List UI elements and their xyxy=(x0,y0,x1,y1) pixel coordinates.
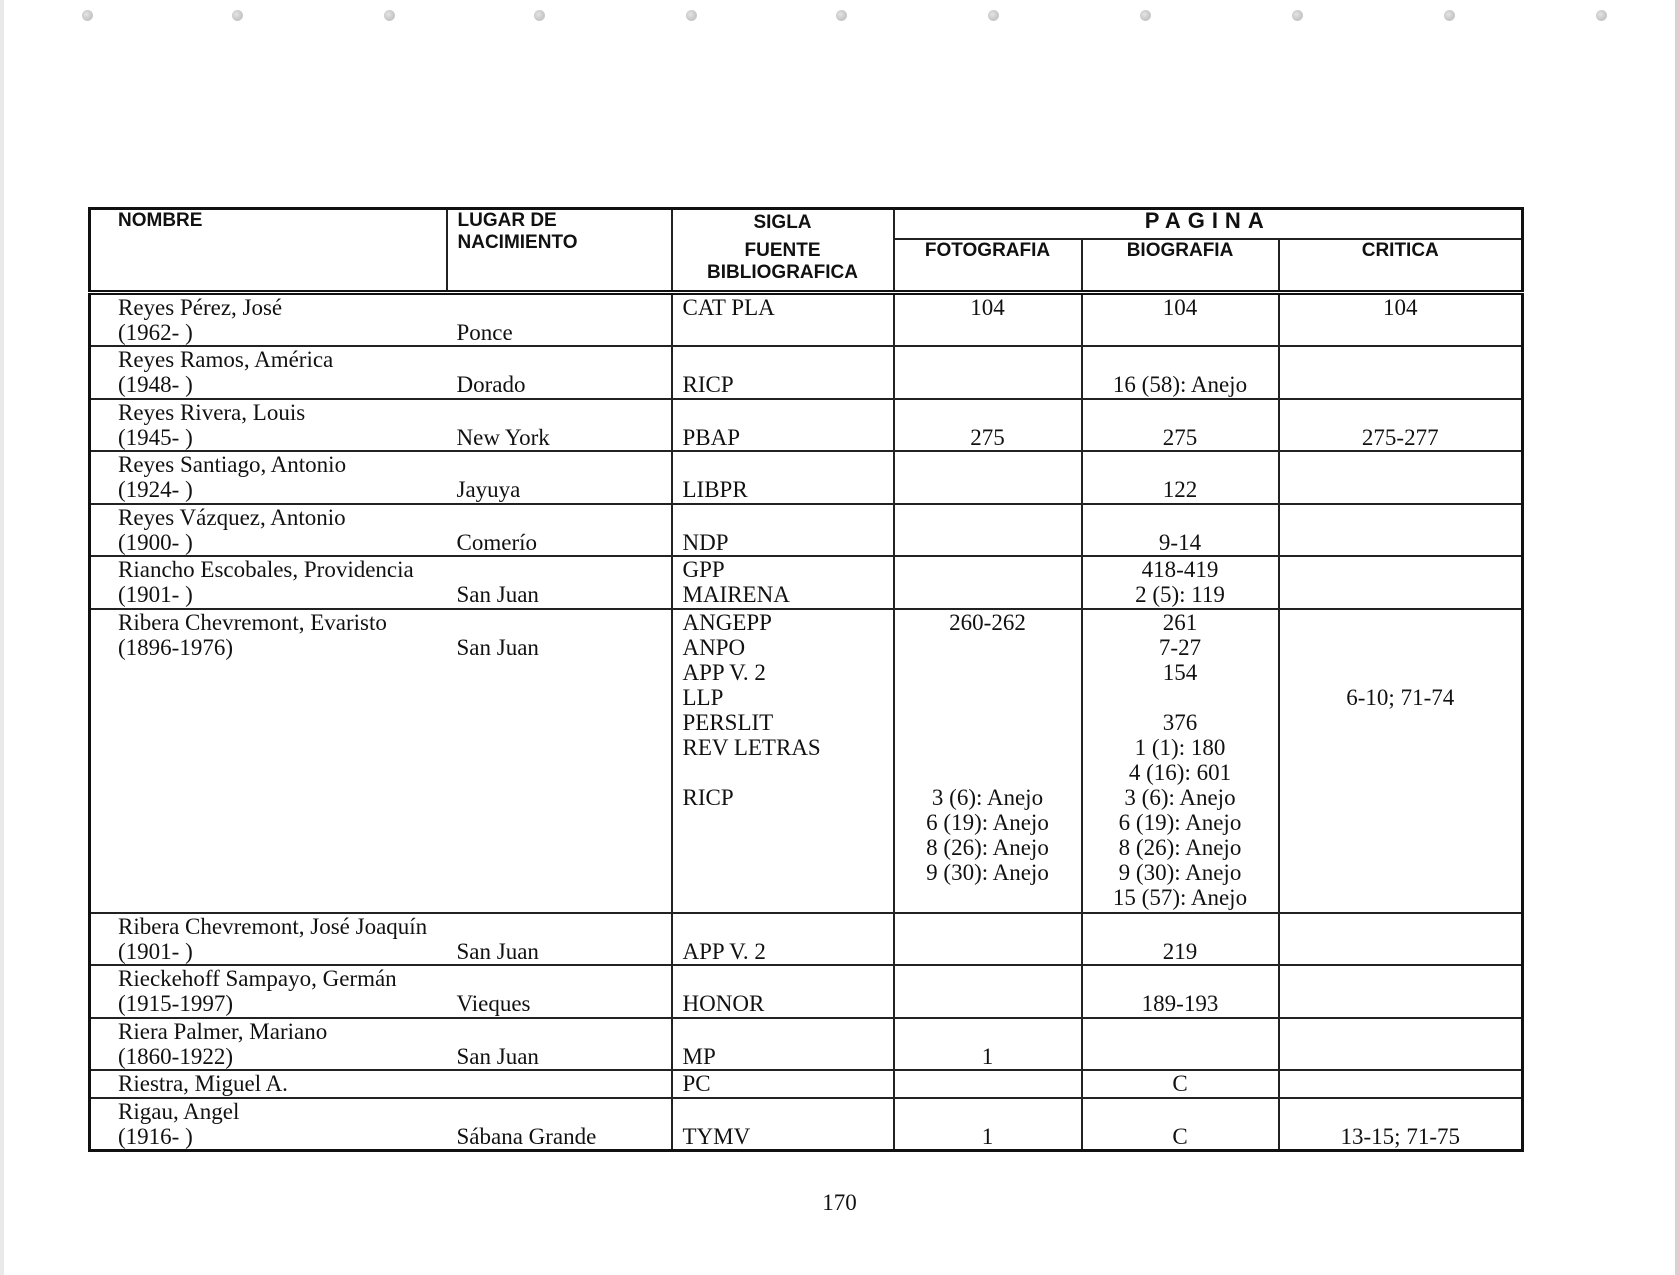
binder-punch-holes xyxy=(0,10,1679,30)
biografia-entry: C xyxy=(1172,1123,1188,1149)
cell-sigla xyxy=(672,1098,894,1151)
header-pagina: PAGINA xyxy=(894,209,1523,240)
author-name: Rigau, Angel xyxy=(118,1098,240,1124)
cell-fotografia xyxy=(894,1098,1082,1151)
fotografia-entry xyxy=(895,1071,1081,1096)
sigla-entry: NDP xyxy=(682,529,729,555)
cell-nombre xyxy=(90,609,447,913)
biografia-entry: 122 xyxy=(1162,477,1198,503)
header-lugar xyxy=(447,209,672,293)
cell-sigla xyxy=(672,1018,894,1070)
header-critica: CRITICA xyxy=(1279,239,1523,293)
cell-critica xyxy=(1279,1018,1523,1070)
cell-fotografia xyxy=(894,913,1082,965)
author-name: Rieckehoff Sampayo, Germán xyxy=(118,966,397,992)
biografia-entry: 8 (26): Anejo xyxy=(1118,834,1242,860)
cell-sigla xyxy=(672,504,894,556)
birthplace: Vieques xyxy=(456,991,531,1017)
cell-nombre xyxy=(90,399,447,451)
biografia-entry: 6 (19): Anejo xyxy=(1118,809,1242,835)
cell-nombre xyxy=(90,504,447,556)
cell-sigla xyxy=(672,1070,894,1097)
punch-hole-icon xyxy=(686,10,697,21)
fotografia-entry xyxy=(895,885,1081,910)
cell-fotografia xyxy=(894,609,1082,913)
cell-sigla xyxy=(672,451,894,503)
cell-biografia xyxy=(1082,609,1279,913)
author-years: (1924- ) xyxy=(118,477,193,503)
cell-fotografia xyxy=(894,1070,1082,1097)
cell-biografia xyxy=(1082,556,1279,608)
author-name: Ribera Chevremont, José Joaquín xyxy=(118,914,428,940)
biografia-entry: 16 (58): Anejo xyxy=(1112,372,1248,398)
fotografia-entry: 3 (6): Anejo xyxy=(931,784,1044,810)
critica-entry: 13-15; 71-75 xyxy=(1340,1123,1460,1149)
fotografia-entry xyxy=(895,685,1081,710)
critica-entry xyxy=(1280,939,1522,964)
birthplace: Comerío xyxy=(456,529,537,555)
birthplace: San Juan xyxy=(456,939,539,965)
author-name: Ribera Chevremont, Evaristo xyxy=(118,609,387,635)
critica-entry xyxy=(1280,785,1522,810)
punch-hole-icon xyxy=(1596,10,1607,21)
sigla-entry xyxy=(683,810,893,835)
page-number: 170 xyxy=(822,1190,857,1215)
critica-entry xyxy=(1280,557,1522,582)
cell-nombre xyxy=(90,556,447,608)
fotografia-entry xyxy=(895,477,1081,502)
punch-hole-icon xyxy=(1444,10,1455,21)
punch-hole-icon xyxy=(232,10,243,21)
cell-critica xyxy=(1279,1070,1523,1097)
cell-sigla xyxy=(672,556,894,608)
cell-sigla xyxy=(672,399,894,451)
table-row xyxy=(90,293,1523,347)
cell-lugar xyxy=(447,1018,672,1070)
sigla-entry: CAT PLA xyxy=(682,295,775,320)
bibliography-table xyxy=(88,207,1524,1152)
table-row xyxy=(90,913,1523,965)
table-row xyxy=(90,504,1523,556)
critica-entry: 104 xyxy=(1383,295,1418,320)
fotografia-entry xyxy=(895,635,1081,660)
critica-entry xyxy=(1280,991,1522,1016)
critica-entry xyxy=(1280,885,1522,910)
critica-entry xyxy=(1280,860,1522,885)
punch-hole-icon xyxy=(534,10,545,21)
cell-lugar xyxy=(447,556,672,608)
cell-critica xyxy=(1279,913,1523,965)
cell-biografia xyxy=(1082,293,1279,347)
sigla-entry: PERSLIT xyxy=(682,709,774,735)
biografia-entry xyxy=(1083,1044,1278,1069)
sigla-entry: ANGEPP xyxy=(682,609,772,635)
cell-fotografia xyxy=(894,293,1082,347)
author-years: (1948- ) xyxy=(118,372,193,398)
header-sigla-label: SIGLA xyxy=(753,212,812,233)
critica-entry xyxy=(1280,530,1522,555)
punch-hole-icon xyxy=(1140,10,1151,21)
cell-sigla xyxy=(672,609,894,913)
critica-entry xyxy=(1280,1044,1522,1069)
cell-biografia xyxy=(1082,399,1279,451)
biografia-entry: 9 (30): Anejo xyxy=(1118,859,1242,885)
author-years: (1896-1976) xyxy=(118,634,233,660)
author-name: Reyes Santiago, Antonio xyxy=(118,452,347,478)
cell-sigla xyxy=(672,346,894,398)
critica-entry xyxy=(1280,735,1522,760)
cell-nombre xyxy=(90,1070,447,1097)
author-name: Riera Palmer, Mariano xyxy=(118,1018,328,1044)
fotografia-entry xyxy=(895,710,1081,735)
punch-hole-icon xyxy=(82,10,93,21)
header-fuente-line2: BIBLIOGRAFICA xyxy=(707,262,858,283)
author-name: Reyes Rivera, Louis xyxy=(118,399,306,425)
cell-fotografia xyxy=(894,346,1082,398)
cell-sigla xyxy=(672,913,894,965)
sigla-entry: LLP xyxy=(682,684,724,710)
cell-lugar xyxy=(447,399,672,451)
sigla-entry: APP V. 2 xyxy=(682,659,766,685)
author-name: Reyes Ramos, América xyxy=(118,347,334,373)
biografia-entry: 154 xyxy=(1162,659,1198,685)
cell-biografia xyxy=(1082,504,1279,556)
cell-biografia xyxy=(1082,1070,1279,1097)
table-row xyxy=(90,1070,1523,1097)
critica-entry xyxy=(1280,372,1522,397)
biografia-entry: 7-27 xyxy=(1158,634,1202,660)
sigla-entry xyxy=(683,860,893,885)
cell-nombre xyxy=(90,965,447,1017)
fotografia-entry: 6 (19): Anejo xyxy=(926,809,1049,835)
sigla-entry: GPP xyxy=(682,557,725,583)
critica-entry: 275-277 xyxy=(1361,424,1439,450)
cell-nombre xyxy=(90,346,447,398)
sigla-entry: APP V. 2 xyxy=(682,939,766,965)
cell-critica xyxy=(1279,556,1523,608)
fotografia-entry: 8 (26): Anejo xyxy=(926,834,1049,860)
cell-critica xyxy=(1279,504,1523,556)
biografia-entry: 1 (1): 180 xyxy=(1134,734,1226,760)
biografia-entry: 376 xyxy=(1162,709,1198,735)
sigla-entry xyxy=(683,835,893,860)
header-fuente-line1: FUENTE xyxy=(744,240,821,261)
sigla-entry: PC xyxy=(682,1071,711,1097)
cell-critica xyxy=(1279,451,1523,503)
cell-biografia xyxy=(1082,346,1279,398)
sigla-entry xyxy=(683,760,893,785)
sigla-entry: RICP xyxy=(682,784,734,810)
header-fotografia: FOTOGRAFIA xyxy=(894,239,1082,293)
cell-fotografia xyxy=(894,399,1082,451)
cell-lugar xyxy=(447,346,672,398)
fotografia-entry xyxy=(895,372,1081,397)
table-row xyxy=(90,1018,1523,1070)
cell-critica xyxy=(1279,965,1523,1017)
birthplace: Ponce xyxy=(456,320,513,345)
cell-critica xyxy=(1279,609,1523,913)
biografia-entry: 275 xyxy=(1162,424,1198,450)
cell-biografia xyxy=(1082,451,1279,503)
fotografia-entry xyxy=(895,760,1081,785)
author-name: Riestra, Miguel A. xyxy=(118,1071,288,1097)
author-name: Reyes Pérez, José xyxy=(118,295,283,320)
critica-entry xyxy=(1280,835,1522,860)
fotografia-entry xyxy=(895,660,1081,685)
author-years: (1860-1922) xyxy=(118,1043,233,1069)
birthplace: New York xyxy=(456,424,550,450)
header-sigla xyxy=(672,209,894,293)
header-biografia: BIOGRAFIA xyxy=(1082,239,1279,293)
biografia-entry: 3 (6): Anejo xyxy=(1124,784,1236,810)
critica-entry: 6-10; 71-74 xyxy=(1346,684,1455,710)
header-lugar-line1: LUGAR DE xyxy=(457,210,557,231)
cell-critica xyxy=(1279,1098,1523,1151)
cell-fotografia xyxy=(894,504,1082,556)
fotografia-entry: 1 xyxy=(981,1043,994,1069)
cell-biografia xyxy=(1082,913,1279,965)
table-row xyxy=(90,346,1523,398)
birthplace: Sábana Grande xyxy=(456,1123,597,1149)
birthplace: San Juan xyxy=(456,582,539,608)
header-lugar-line2: NACIMIENTO xyxy=(457,232,578,253)
cell-fotografia xyxy=(894,1018,1082,1070)
cell-lugar xyxy=(447,609,672,913)
cell-nombre xyxy=(90,293,447,347)
biografia-entry: 104 xyxy=(1162,295,1198,320)
cell-biografia xyxy=(1082,1098,1279,1151)
sigla-entry: REV LETRAS xyxy=(682,734,821,760)
fotografia-entry xyxy=(895,557,1081,582)
birthplace: San Juan xyxy=(456,634,539,660)
cell-lugar xyxy=(447,293,672,347)
critica-entry xyxy=(1280,660,1522,685)
fotografia-entry: 1 xyxy=(981,1123,994,1149)
cell-critica xyxy=(1279,293,1523,347)
author-years: (1901- ) xyxy=(118,582,193,608)
punch-hole-icon xyxy=(1292,10,1303,21)
critica-entry xyxy=(1280,477,1522,502)
fotografia-entry: 260-262 xyxy=(949,609,1026,635)
table-row xyxy=(90,965,1523,1017)
table-row xyxy=(90,609,1523,913)
sigla-entry: TYMV xyxy=(682,1123,751,1149)
cell-lugar xyxy=(447,451,672,503)
cell-fotografia xyxy=(894,965,1082,1017)
cell-biografia xyxy=(1082,1018,1279,1070)
sigla-entry: MAIRENA xyxy=(682,582,790,608)
biografia-entry: 418-419 xyxy=(1141,557,1219,583)
critica-entry xyxy=(1280,1071,1522,1096)
biografia-entry: 15 (57): Anejo xyxy=(1112,884,1248,910)
biografia-entry: 219 xyxy=(1162,939,1198,965)
biografia-entry: 9-14 xyxy=(1158,529,1202,555)
cell-lugar xyxy=(447,504,672,556)
cell-critica xyxy=(1279,399,1523,451)
biografia-entry: 2 (5): 119 xyxy=(1135,582,1225,608)
author-years: (1915-1997) xyxy=(118,991,233,1017)
birthplace: Dorado xyxy=(456,372,526,398)
sigla-entry xyxy=(683,885,893,910)
header-row-top xyxy=(90,209,1523,240)
table-body xyxy=(90,293,1523,1151)
cell-nombre xyxy=(90,1018,447,1070)
cell-nombre xyxy=(90,1098,447,1151)
critica-entry xyxy=(1280,610,1522,635)
fotografia-entry: 104 xyxy=(970,295,1005,320)
author-years: (1916- ) xyxy=(118,1123,193,1149)
fotografia-entry xyxy=(895,530,1081,555)
page-right-edge xyxy=(1675,0,1679,1275)
cell-sigla xyxy=(672,965,894,1017)
punch-hole-icon xyxy=(384,10,395,21)
biografia-entry: 261 xyxy=(1162,609,1198,635)
critica-entry xyxy=(1280,810,1522,835)
cell-nombre xyxy=(90,451,447,503)
sigla-entry: HONOR xyxy=(682,991,765,1017)
sigla-entry: ANPO xyxy=(682,634,746,660)
author-years: (1962- ) xyxy=(118,320,193,345)
cell-biografia xyxy=(1082,965,1279,1017)
cell-lugar xyxy=(447,913,672,965)
critica-entry xyxy=(1280,760,1522,785)
fotografia-entry xyxy=(895,939,1081,964)
fotografia-entry: 9 (30): Anejo xyxy=(926,859,1049,885)
fotografia-entry xyxy=(895,991,1081,1016)
biografia-entry: C xyxy=(1172,1071,1188,1097)
critica-entry xyxy=(1280,582,1522,607)
author-name: Reyes Vázquez, Antonio xyxy=(118,504,346,530)
sigla-entry: RICP xyxy=(682,372,734,398)
birthplace: San Juan xyxy=(456,1043,539,1069)
table-row xyxy=(90,399,1523,451)
critica-entry xyxy=(1280,635,1522,660)
cell-fotografia xyxy=(894,451,1082,503)
sigla-entry: LIBPR xyxy=(682,477,748,503)
fotografia-entry xyxy=(895,735,1081,760)
author-years: (1945- ) xyxy=(118,424,193,450)
sigla-entry: MP xyxy=(682,1043,716,1069)
header-nombre: NOMBRE xyxy=(90,209,447,293)
cell-critica xyxy=(1279,346,1523,398)
birthplace: Jayuya xyxy=(456,477,521,503)
cell-sigla xyxy=(672,293,894,347)
biografia-entry: 4 (16): 601 xyxy=(1128,759,1232,785)
cell-lugar xyxy=(447,965,672,1017)
fotografia-entry xyxy=(895,582,1081,607)
cell-nombre xyxy=(90,913,447,965)
fotografia-entry: 275 xyxy=(970,424,1005,450)
biografia-entry xyxy=(1083,685,1278,710)
author-years: (1901- ) xyxy=(118,939,193,965)
author-years: (1900- ) xyxy=(118,529,193,555)
cell-lugar xyxy=(447,1098,672,1151)
table-row xyxy=(90,451,1523,503)
table-row xyxy=(90,1098,1523,1151)
table-row xyxy=(90,556,1523,608)
cell-lugar xyxy=(447,1070,672,1097)
critica-entry xyxy=(1280,710,1522,735)
cell-fotografia xyxy=(894,556,1082,608)
punch-hole-icon xyxy=(836,10,847,21)
author-name: Riancho Escobales, Providencia xyxy=(118,557,414,583)
punch-hole-icon xyxy=(988,10,999,21)
page-left-edge xyxy=(0,0,4,1275)
biografia-entry: 189-193 xyxy=(1141,991,1219,1017)
sigla-entry: PBAP xyxy=(682,424,741,450)
